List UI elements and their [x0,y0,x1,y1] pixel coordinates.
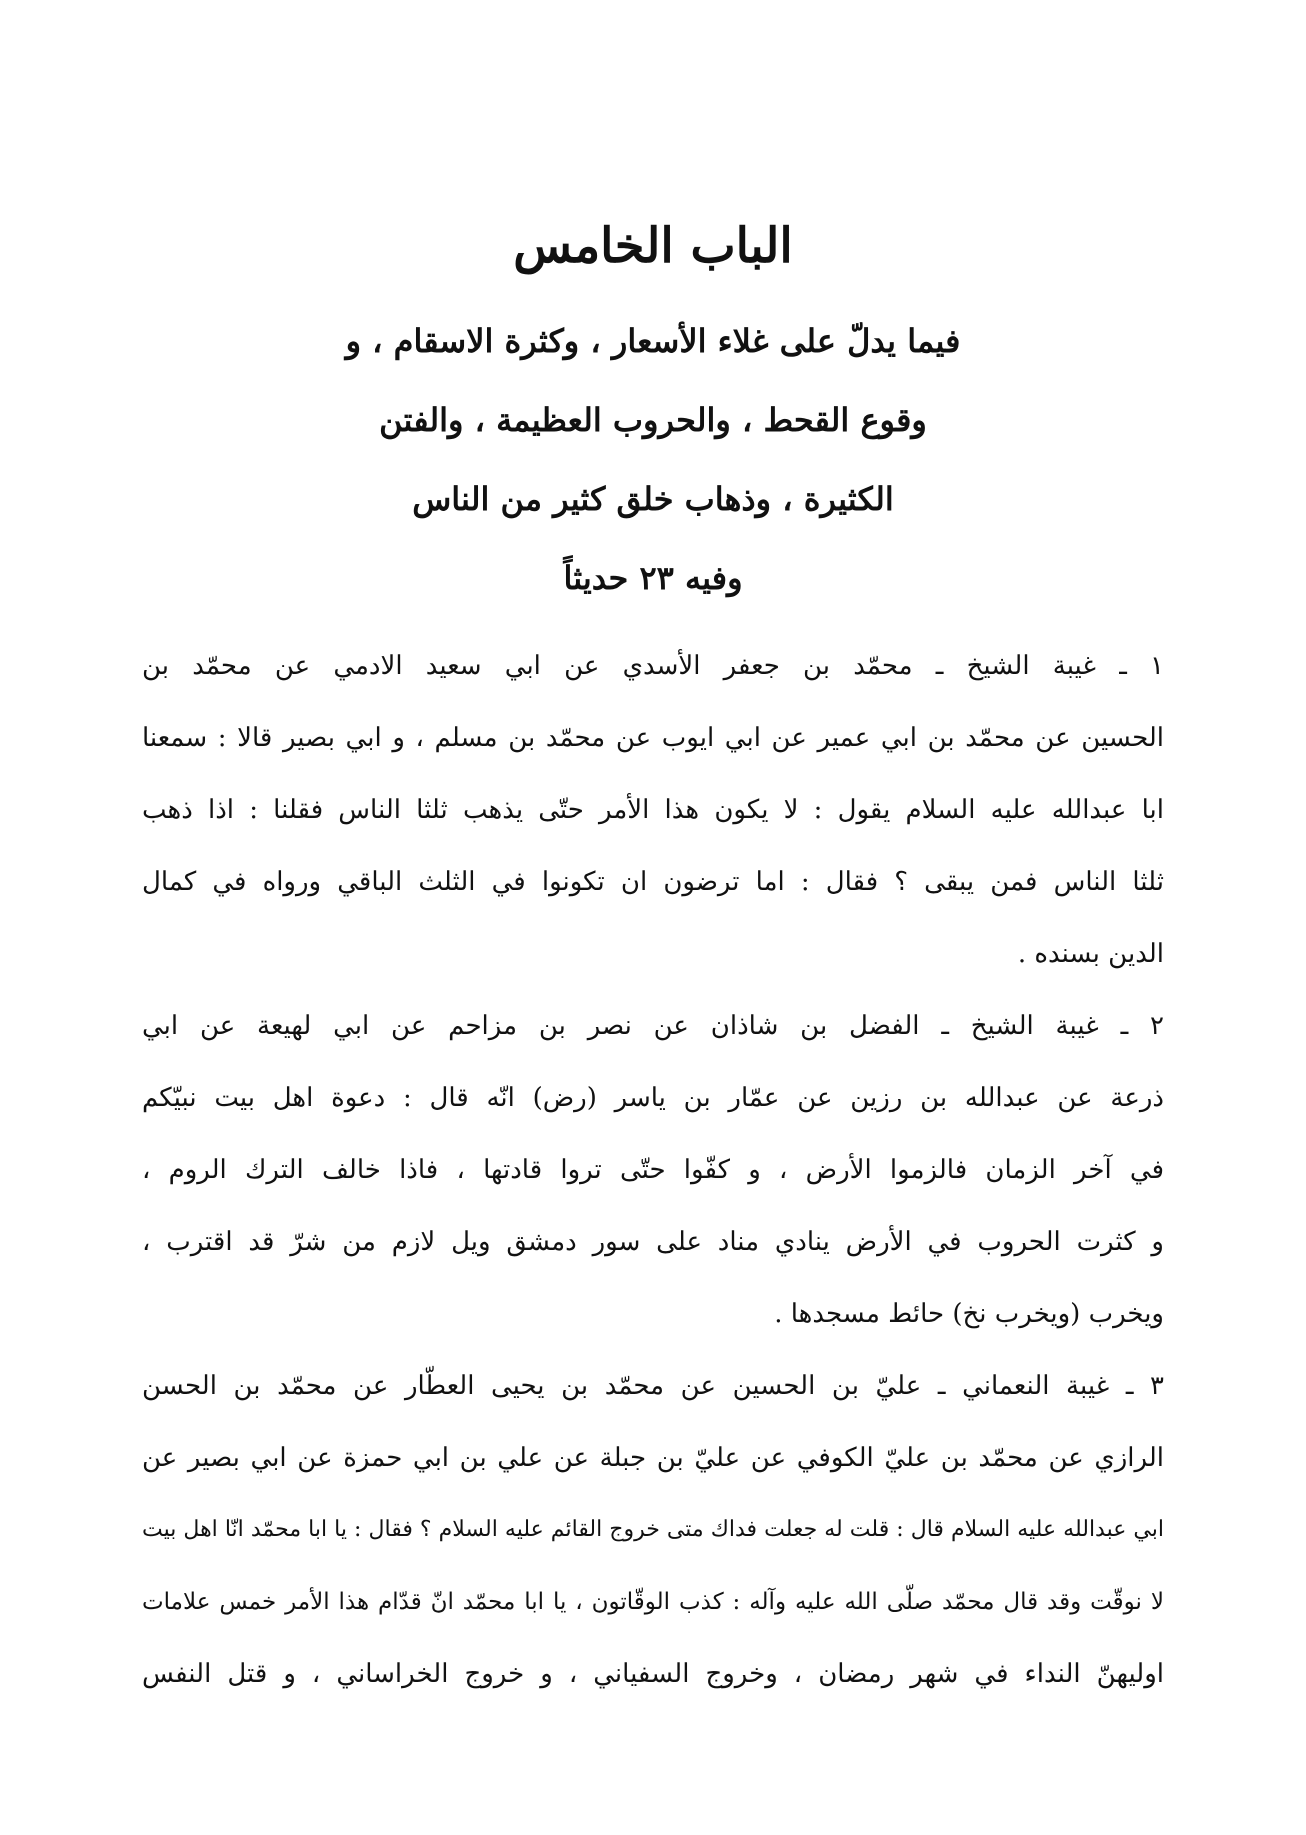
text-line: ١ ـ غيبة الشيخ ـ محمّد بن جعفر الأسدي عن ابي سعيد الادمي عن محمّد بن [142,651,1164,681]
chapter-subtitle-line: الكثيرة ، وذهاب خلق كثير من الناس [412,480,894,518]
text-line: الرازي عن محمّد بن عليّ الكوفي عن عليّ بن جبلة عن علي بن ابي حمزة عن ابي بصير عن [142,1443,1164,1473]
chapter-subtitle-line: فيما يدلّ على غلاء الأسعار ، وكثرة الاسقام ، و [345,322,961,360]
text-line: ذرعة عن عبدالله بن رزين عن عمّار بن ياسر (رض) انّه قال : دعوة اهل بيت نبيّكم [142,1083,1164,1113]
chapter-title: الباب الخامس [513,218,793,274]
text-line: الدين بسنده . [1017,939,1164,969]
text-line: ثلثا الناس فمن يبقى ؟ فقال : اما ترضون ان تكونوا في الثلث الباقي ورواه في كمال [142,867,1164,897]
hadith-count: وفيه ٢٣ حديثاً [563,559,743,597]
text-line: ٢ ـ غيبة الشيخ ـ الفضل بن شاذان عن نصر بن مزاحم عن ابي لهيعة عن ابي [142,1011,1164,1041]
text-line: ٣ ـ غيبة النعماني ـ عليّ بن الحسين عن محمّد بن يحيى العطّار عن محمّد بن الحسن [142,1371,1164,1401]
text-line: ابا عبدالله عليه السلام يقول : لا يكون هذا الأمر حتّى يذهب ثلثا الناس فقلنا : اذا ذهب [142,795,1164,825]
text-line: في آخر الزمان فالزموا الأرض ، و كفّوا حتّى تروا قادتها ، فاذا خالف الترك الروم ، [142,1155,1164,1185]
text-line: لا نوقّت وقد قال محمّد صلّى الله عليه وآله : كذب الوقّاتون ، يا ابا محمّد انّ قدّام هذا الأمر خمس علامات [142,1589,1164,1615]
text-line: ويخرب (ويخرب نخ) حائط مسجدها . [774,1299,1164,1329]
text-line: ابي عبدالله عليه السلام قال : قلت له جعلت فداك متى خروج القائم عليه السلام ؟ فقال : يا ابا محمّد انّا اهل بيت [142,1517,1164,1542]
text-line: و كثرت الحروب في الأرض ينادي مناد على سور دمشق ويل لازم من شرّ قد اقترب ، [142,1227,1164,1257]
text-line: الحسين عن محمّد بن ابي عمير عن ابي ايوب عن محمّد بن مسلم ، و ابي بصير قالا : سمعنا [142,723,1164,753]
chapter-subtitle-line: وقوع القحط ، والحروب العظيمة ، والفتن [379,401,927,439]
text-line: اوليهنّ النداء في شهر رمضان ، وخروج السفياني ، و خروج الخراساني ، و قتل النفس [142,1659,1164,1689]
body-text [142,630,1164,1710]
